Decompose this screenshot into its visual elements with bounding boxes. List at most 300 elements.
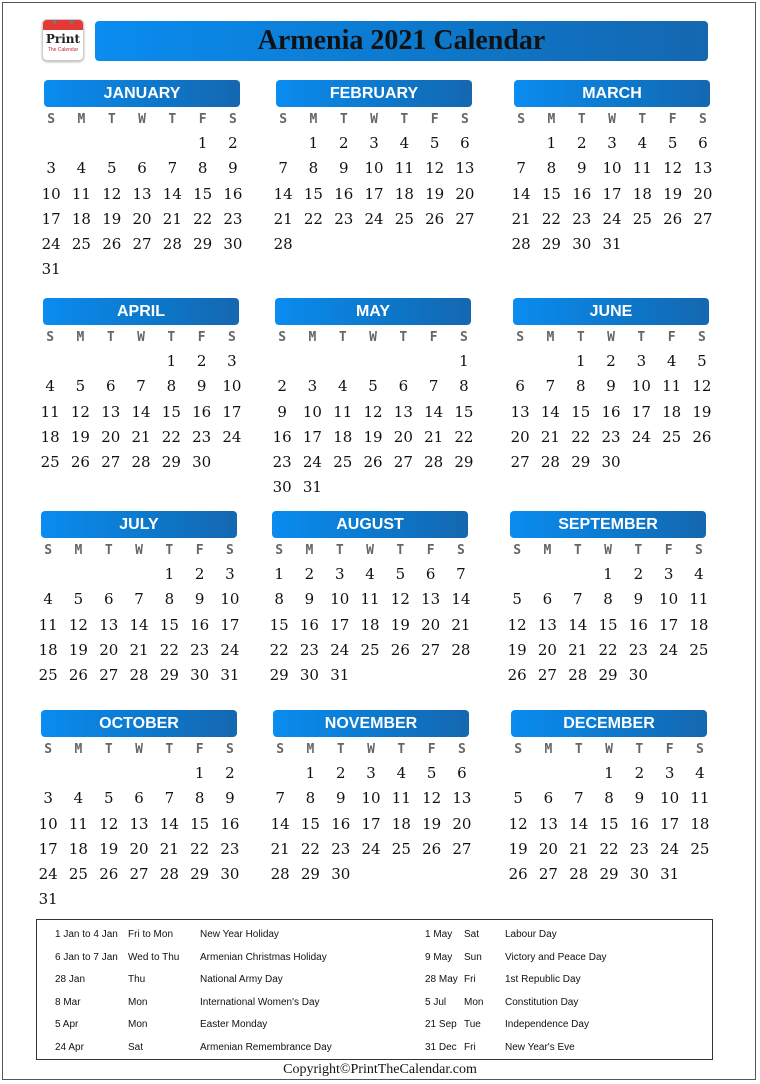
day-cell: 10 [330, 590, 350, 609]
day-cell: 4 [76, 159, 87, 178]
empty-cell [96, 349, 126, 374]
weekday-label: T [104, 543, 113, 558]
day-cell: 5 [75, 377, 86, 396]
holiday-day: Mon [128, 996, 148, 1008]
day-cell: 20 [132, 209, 152, 228]
day-cell: 15 [159, 615, 179, 634]
day-cell: 29 [159, 666, 179, 685]
weekday-label: W [137, 330, 145, 345]
day-cell: 8 [194, 789, 205, 808]
day-cell: 16 [220, 814, 240, 833]
month-june [510, 298, 712, 475]
day-cell: 22 [159, 640, 179, 659]
day-cell: 24 [631, 427, 651, 446]
day-cell: 30 [572, 235, 592, 254]
day-cell: 25 [68, 865, 88, 884]
day-cell: 30 [628, 666, 648, 685]
day-cell: 14 [424, 402, 444, 421]
month-grid [502, 538, 709, 688]
day-cell: 19 [507, 640, 527, 659]
day-cell: 9 [196, 377, 207, 396]
day-cell: 8 [164, 590, 175, 609]
day-cell: 8 [305, 789, 316, 808]
day-cell: 1 [575, 352, 586, 370]
day-cell: 14 [159, 814, 179, 833]
day-cell: 22 [193, 209, 213, 228]
month-grid [33, 538, 240, 688]
weekday-label: S [44, 742, 53, 757]
day-cell: 31 [220, 666, 240, 685]
weekday-label: S [46, 330, 55, 345]
empty-cell [503, 761, 533, 786]
month-title: JULY [41, 511, 237, 538]
day-cell: 21 [424, 427, 444, 446]
day-cell: 7 [545, 377, 556, 396]
day-cell: 12 [70, 402, 90, 421]
day-cell: 25 [333, 453, 353, 472]
weekday-label: F [667, 330, 676, 345]
weekday-label: T [167, 330, 176, 345]
day-cell: 1 [604, 764, 614, 782]
day-cell: 23 [629, 839, 649, 858]
day-cell: 9 [634, 789, 645, 808]
day-cell: 22 [190, 839, 210, 858]
weekday-label: M [77, 112, 86, 127]
weekday-label: M [306, 742, 315, 757]
day-cell: 2 [634, 764, 645, 782]
day-cell: 26 [692, 427, 712, 446]
day-cell: 9 [338, 159, 349, 178]
day-cell: 17 [302, 427, 322, 446]
day-cell: 18 [38, 640, 58, 659]
weekday-label: S [226, 742, 234, 757]
month-december [508, 710, 710, 887]
day-cell: 3 [334, 565, 345, 583]
day-cell: 5 [512, 590, 522, 609]
day-cell: 26 [390, 640, 410, 659]
day-cell: 8 [604, 789, 614, 808]
day-cell: 4 [45, 377, 55, 396]
weekday-label: T [107, 112, 116, 127]
weekday-label: S [226, 543, 234, 558]
day-cell: 24 [41, 235, 61, 254]
holiday-day: Fri [464, 1042, 476, 1053]
holiday-date: 24 Apr [55, 1042, 84, 1053]
weekday-label: T [577, 112, 586, 127]
weekday-label: T [400, 112, 409, 127]
day-cell: 20 [99, 640, 119, 659]
empty-cell [267, 349, 297, 374]
day-cell: 2 [228, 134, 238, 152]
day-cell: 21 [270, 839, 290, 858]
weekday-label: F [195, 543, 204, 558]
month-march [511, 80, 713, 257]
day-cell: 15 [599, 814, 619, 833]
holiday-date: 8 Mar [55, 996, 81, 1008]
day-cell: 20 [510, 427, 530, 446]
day-cell: 4 [666, 352, 677, 370]
empty-cell [358, 349, 388, 374]
empty-cell [124, 761, 154, 786]
day-cell: 19 [422, 814, 442, 833]
day-cell: 3 [46, 159, 56, 178]
weekday-label: T [399, 330, 408, 345]
day-cell: 8 [575, 377, 586, 396]
weekday-label: M [546, 330, 555, 345]
day-cell: 17 [220, 615, 240, 634]
weekday-label: T [397, 742, 406, 757]
day-cell: 28 [569, 865, 589, 884]
month-title: MARCH [514, 80, 710, 107]
day-cell: 20 [393, 427, 413, 446]
day-cell: 22 [454, 427, 474, 446]
weekday-label: T [635, 742, 644, 757]
day-cell: 6 [457, 764, 467, 782]
weekday-label: W [607, 330, 615, 345]
day-cell: 26 [70, 453, 90, 472]
holiday-name: Independence Day [505, 1019, 589, 1031]
day-cell: 25 [394, 209, 414, 228]
day-cell: 8 [166, 377, 177, 396]
day-cell: 23 [572, 209, 592, 228]
day-cell: 13 [455, 159, 475, 178]
day-cell: 5 [426, 764, 437, 782]
weekday-label: T [104, 742, 113, 757]
weekday-label: S [228, 330, 236, 345]
day-cell: 5 [513, 789, 523, 808]
day-cell: 12 [663, 159, 683, 178]
print-calendar-logo[interactable] [42, 19, 84, 61]
day-cell: 16 [572, 184, 592, 203]
weekday-label: W [367, 742, 375, 757]
day-cell: 6 [137, 159, 147, 178]
day-cell: 17 [330, 615, 350, 634]
day-cell: 2 [277, 377, 287, 396]
day-cell: 10 [660, 789, 680, 808]
day-cell: 7 [428, 377, 439, 396]
day-cell: 6 [515, 377, 525, 396]
day-cell: 6 [425, 565, 436, 583]
day-cell: 26 [68, 666, 88, 685]
day-cell: 1 [305, 764, 316, 782]
day-cell: 3 [636, 352, 647, 370]
weekday-label: S [279, 112, 288, 127]
weekday-label: T [168, 112, 177, 127]
empty-cell [36, 131, 66, 156]
day-cell: 10 [222, 377, 242, 396]
holiday-day: Fri to Mon [128, 929, 174, 940]
month-grid [268, 107, 475, 257]
day-cell: 31 [330, 666, 350, 685]
weekday-label: W [369, 330, 377, 345]
day-cell: 18 [391, 814, 411, 833]
holiday-name: New Year's Eve [505, 1042, 575, 1053]
day-cell: 18 [360, 615, 380, 634]
empty-cell [33, 761, 63, 786]
day-cell: 7 [516, 159, 526, 178]
day-cell: 21 [131, 427, 151, 446]
weekday-label: S [516, 330, 525, 345]
month-october [38, 710, 240, 913]
empty-cell [265, 761, 295, 786]
day-cell: 11 [71, 184, 91, 203]
day-cell: 21 [162, 209, 182, 228]
month-grid [506, 107, 713, 257]
day-cell: 9 [576, 159, 587, 178]
day-cell: 4 [396, 764, 407, 782]
day-cell: 20 [455, 184, 475, 203]
day-cell: 20 [129, 839, 149, 858]
day-cell: 28 [131, 453, 151, 472]
day-cell: 16 [334, 184, 354, 203]
weekday-label: T [339, 112, 348, 127]
day-cell: 9 [277, 402, 287, 421]
day-cell: 27 [421, 640, 441, 659]
day-cell: 25 [391, 839, 411, 858]
holiday-name: International Women's Day [200, 996, 320, 1008]
weekday-label: S [44, 543, 53, 558]
weekday-label: S [513, 543, 522, 558]
day-cell: 3 [607, 134, 617, 152]
holiday-name: Victory and Peace Day [505, 951, 607, 963]
day-cell: 8 [603, 590, 613, 609]
day-cell: 25 [690, 839, 710, 858]
day-cell: 24 [660, 839, 680, 858]
day-cell: 26 [102, 235, 122, 254]
day-cell: 27 [101, 453, 121, 472]
weekday-label: F [664, 543, 673, 558]
day-cell: 5 [103, 789, 114, 808]
day-cell: 16 [192, 402, 212, 421]
day-cell: 10 [302, 402, 322, 421]
day-cell: 14 [568, 615, 588, 634]
logo-subtext: The Calendar [47, 47, 79, 53]
day-cell: 27 [393, 453, 413, 472]
day-cell: 1 [274, 565, 284, 583]
month-november [270, 710, 472, 887]
weekday-label: S [276, 742, 285, 757]
day-cell: 22 [599, 839, 619, 858]
day-cell: 7 [275, 789, 285, 808]
day-cell: 23 [299, 640, 319, 659]
holiday-day: Thu [128, 974, 146, 986]
day-cell: 25 [632, 209, 652, 228]
day-cell: 4 [694, 565, 704, 583]
day-cell: 29 [161, 453, 181, 472]
day-cell: 15 [571, 402, 591, 421]
day-cell: 27 [693, 209, 713, 228]
day-cell: 17 [660, 814, 680, 833]
day-cell: 19 [663, 184, 683, 203]
weekday-label: W [605, 742, 613, 757]
day-cell: 23 [272, 453, 292, 472]
day-cell: 30 [601, 453, 621, 472]
month-title: JANUARY [44, 80, 240, 107]
month-title: AUGUST [272, 511, 468, 538]
month-title: APRIL [43, 298, 239, 325]
day-cell: 20 [101, 427, 121, 446]
day-cell: 19 [508, 839, 528, 858]
day-cell: 3 [307, 377, 318, 396]
day-cell: 24 [302, 453, 322, 472]
day-cell: 3 [369, 134, 379, 152]
weekday-label: S [47, 112, 56, 127]
empty-cell [33, 562, 63, 587]
day-cell: 16 [629, 814, 649, 833]
day-cell: 22 [598, 640, 618, 659]
day-cell: 20 [421, 615, 441, 634]
day-cell: 1 [603, 565, 613, 583]
holiday-name: Easter Monday [200, 1019, 268, 1031]
logo-text: Print [45, 32, 81, 46]
day-cell: 2 [225, 764, 235, 782]
empty-cell [563, 562, 593, 587]
weekday-label: W [366, 543, 374, 558]
month-grid [33, 737, 240, 913]
day-cell: 27 [538, 865, 558, 884]
day-cell: 24 [330, 640, 350, 659]
day-cell: 8 [308, 159, 319, 178]
day-cell: 15 [300, 814, 320, 833]
weekday-label: T [336, 742, 345, 757]
weekday-label: F [427, 742, 436, 757]
month-grid [35, 325, 242, 475]
day-cell: 20 [537, 640, 557, 659]
day-cell: 28 [162, 235, 182, 254]
day-cell: 29 [598, 666, 618, 685]
day-cell: 12 [68, 615, 88, 634]
day-cell: 27 [455, 209, 475, 228]
holiday-day: Fri [464, 974, 476, 986]
day-cell: 3 [663, 565, 674, 583]
day-cell: 14 [569, 814, 589, 833]
weekday-label: S [695, 543, 703, 558]
day-cell: 4 [695, 764, 705, 782]
day-cell: 29 [300, 865, 320, 884]
day-cell: 28 [540, 453, 560, 472]
weekday-label: T [638, 112, 647, 127]
day-cell: 9 [225, 789, 235, 808]
title-bar [95, 21, 708, 61]
day-cell: 19 [692, 402, 712, 421]
day-cell: 4 [399, 134, 410, 152]
day-cell: 11 [38, 615, 58, 634]
day-cell: 28 [273, 235, 293, 254]
empty-cell [268, 131, 298, 156]
weekday-label: S [696, 742, 704, 757]
weekday-label: F [195, 742, 204, 757]
day-cell: 1 [166, 352, 177, 370]
holiday-name: Labour Day [505, 929, 557, 940]
day-cell: 24 [222, 427, 242, 446]
day-cell: 17 [38, 839, 58, 858]
holiday-name: Armenian Christmas Holiday [200, 951, 327, 963]
empty-cell [66, 131, 96, 156]
day-cell: 11 [689, 590, 709, 609]
day-cell: 27 [537, 666, 557, 685]
day-cell: 15 [598, 615, 618, 634]
holiday-date: 1 May [425, 929, 453, 940]
holiday-day: Sat [464, 929, 480, 940]
day-cell: 28 [270, 865, 290, 884]
day-cell: 6 [103, 590, 114, 609]
day-cell: 1 [308, 134, 319, 152]
day-cell: 18 [68, 839, 88, 858]
day-cell: 21 [511, 209, 531, 228]
day-cell: 16 [628, 615, 648, 634]
day-cell: 1 [197, 134, 208, 152]
day-cell: 30 [220, 865, 240, 884]
empty-cell [124, 562, 154, 587]
weekday-label: S [229, 112, 237, 127]
month-september [507, 511, 709, 688]
holiday-date: 5 Apr [55, 1019, 79, 1031]
day-cell: 21 [568, 640, 588, 659]
day-cell: 5 [697, 352, 707, 370]
day-cell: 17 [659, 615, 679, 634]
day-cell: 12 [507, 615, 527, 634]
day-cell: 18 [632, 184, 652, 203]
empty-cell [388, 349, 418, 374]
holiday-name: New Year Holiday [200, 929, 279, 940]
holiday-day: Tue [464, 1019, 481, 1031]
weekday-label: M [547, 112, 556, 127]
day-cell: 23 [190, 640, 210, 659]
day-cell: 6 [698, 134, 708, 152]
day-cell: 17 [364, 184, 384, 203]
weekday-label: S [698, 330, 706, 345]
empty-cell [505, 349, 535, 374]
day-cell: 19 [425, 184, 445, 203]
day-cell: 9 [304, 590, 315, 609]
day-cell: 17 [631, 402, 651, 421]
day-cell: 29 [269, 666, 289, 685]
day-cell: 2 [606, 352, 616, 370]
day-cell: 29 [193, 235, 213, 254]
day-cell: 13 [421, 590, 441, 609]
day-cell: 2 [335, 764, 346, 782]
day-cell: 29 [190, 865, 210, 884]
holiday-date: 31 Dec [425, 1042, 457, 1053]
day-cell: 6 [460, 134, 470, 152]
day-cell: 26 [507, 666, 527, 685]
holiday-date: 28 Jan [55, 974, 86, 986]
day-cell: 10 [631, 377, 651, 396]
day-cell: 28 [511, 235, 531, 254]
day-cell: 7 [278, 159, 288, 178]
day-cell: 18 [71, 209, 91, 228]
day-cell: 25 [689, 640, 709, 659]
empty-cell [157, 131, 187, 156]
day-cell: 12 [99, 814, 119, 833]
day-cell: 18 [40, 427, 60, 446]
day-cell: 9 [194, 590, 205, 609]
weekday-label: F [665, 742, 674, 757]
copyright: Copyright©PrintTheCalendar.com [283, 1062, 477, 1077]
day-cell: 14 [540, 402, 560, 421]
day-cell: 5 [106, 159, 117, 178]
day-cell: 9 [633, 590, 644, 609]
weekday-label: F [429, 330, 438, 345]
day-cell: 16 [331, 814, 351, 833]
weekday-label: F [197, 330, 206, 345]
day-cell: 30 [192, 453, 212, 472]
empty-cell [63, 761, 93, 786]
day-cell: 23 [628, 640, 648, 659]
page-title: Armenia 2021 Calendar [257, 25, 546, 56]
day-cell: 1 [194, 764, 205, 782]
day-cell: 24 [602, 209, 622, 228]
